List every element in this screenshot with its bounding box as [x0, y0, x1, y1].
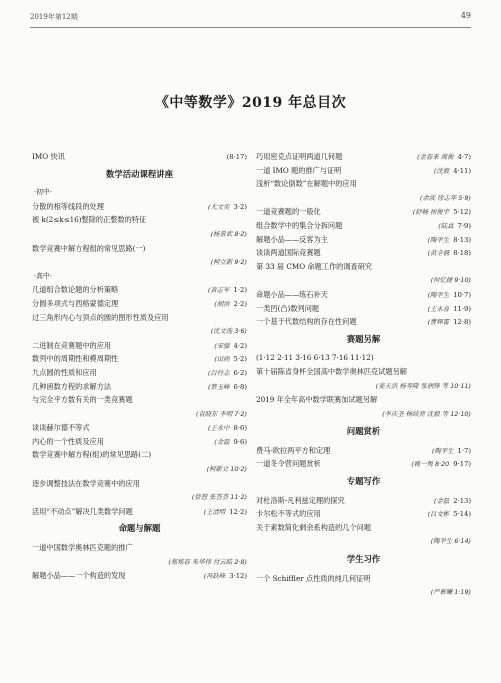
toc-entry-author: (吕伶志: [207, 368, 230, 377]
toc-entry: [32, 150, 247, 164]
toc-entry-page: 5·2): [233, 355, 247, 364]
toc-entry-page: 4·11): [453, 166, 471, 175]
toc-author-line: [32, 227, 247, 242]
toc-author-page: (柯新立 10·2): [206, 465, 247, 474]
toc-entry-title: 组合数学中的集合分拆问题: [256, 220, 343, 230]
toc-entry-title: 费马-欧拉两平方和定理: [256, 445, 331, 455]
toc-entry-author: (陆真: [438, 221, 454, 230]
toc-entry-author: (王清明: [203, 507, 226, 516]
toc-author-line: [32, 490, 247, 505]
toc-entry-meta: [428, 233, 471, 248]
subsection-label: ·初中·: [34, 188, 52, 197]
toc-entry-author: (宋强: [214, 341, 230, 350]
toc-entry: [32, 339, 247, 353]
toc-entry: [256, 260, 471, 274]
toc-entry: [32, 435, 247, 449]
subsection-label: ·高中·: [34, 271, 52, 280]
toc-entry-page: 5·14): [453, 510, 471, 519]
toc-entry-title: 二进制在竞赛题中的应用: [32, 340, 112, 350]
toc-entry-author: (舒畅 侯俊宇: [412, 208, 450, 217]
toc-entry-author: (胡滨: [214, 299, 230, 308]
toc-entry: [256, 393, 471, 407]
toc-entry: [256, 150, 471, 164]
toc-entry-meta: [428, 507, 471, 522]
toc-entry-author: (蔡玉峰: [207, 382, 230, 391]
toc-author-page: (郑郑春 朱华伟 付云皓 2·8): [168, 557, 247, 566]
toc-entry-author: (曹辉雷: [427, 318, 450, 327]
toc-entry-author: (尤文奕: [207, 202, 230, 211]
toc-entry-title: 过三角形内心与顶点的圆的图形性质及应用: [32, 312, 169, 322]
toc-entry-meta: [417, 150, 471, 165]
toc-entry-title: 解题小品——一个构造的发现: [32, 571, 126, 581]
toc-page-list: (1·12 2·11 3·16 6·13 7·16 11·12): [256, 353, 374, 363]
toc-author-line: [256, 191, 471, 206]
toc-entry-author: (吕文彬: [427, 510, 450, 519]
toc-author-page: (曾慧 张荟荟 11·2): [191, 493, 247, 502]
toc-author-line: [32, 407, 247, 422]
toc-entry-meta: [428, 288, 471, 303]
toc-entry-author: (黄志军: [207, 286, 230, 295]
toc-entry-title: 与完全平方数有关的一类竞赛题: [32, 395, 133, 405]
toc-entry-page: 4·2): [233, 341, 247, 350]
toc-entry: [32, 541, 247, 555]
toc-entry-author: (沈毅: [433, 166, 450, 175]
toc-entry-title: 分散的相等线段的处理: [32, 201, 104, 211]
toc-entry-page: 9·17): [453, 460, 471, 469]
toc-entry-meta: [208, 380, 247, 395]
toc-entry: [32, 242, 247, 256]
toc-entry-title: 被 k(2≤k≤16)整除的正整数的特征: [32, 215, 147, 225]
toc-entry-title: 数列中的周期性和模周期性: [32, 354, 119, 364]
toc-entry-page: 2·13): [453, 496, 471, 505]
toc-entry: [32, 569, 247, 583]
toc-entry: [256, 288, 471, 302]
toc-entry-title: 一类凹(凸)数列问题: [256, 303, 320, 313]
toc-entry-title: 2019 年全年高中数学联赛加试题另解: [256, 395, 378, 405]
toc-entry-meta: [413, 205, 471, 220]
toc-entry: [256, 233, 471, 247]
toc-entry-page: 3·2): [233, 202, 247, 211]
toc-entry-meta: [208, 366, 247, 381]
toc-entry: [32, 477, 247, 491]
page-header: [30, 9, 471, 28]
toc-author-page: (袁晓东 李明 7·2): [195, 409, 247, 418]
toc-entry: [32, 505, 247, 519]
toc-entry: [32, 380, 247, 394]
toc-entry-author: (冯跃峰: [203, 572, 226, 581]
toc-entry: [256, 494, 471, 508]
toc-entry-title: 第十届陈省身杯全国高中数学奥林匹克试题另解: [256, 366, 407, 376]
toc-entry: [32, 213, 247, 227]
toc-entry-page: 7·9): [457, 221, 471, 230]
toc-entry-meta: [438, 219, 471, 234]
toc-entry-page: 1·7): [457, 446, 471, 455]
toc-author-page: (沈文选 3·6): [210, 327, 247, 336]
toc-author-page: (何忆捷 9·10): [430, 276, 471, 285]
toc-entry-title: 对杜洛斯-凡利兹定理的探究: [256, 495, 345, 505]
toc-entry: [256, 205, 471, 219]
toc-entry-page: 8·18): [453, 249, 471, 258]
toc-entry-meta: [214, 435, 247, 450]
toc-entry-page: 6·8): [233, 382, 247, 391]
toc-entry: [32, 283, 247, 297]
toc-author-line: [256, 407, 471, 422]
toc-entry-meta: [214, 297, 247, 312]
toc-entry: [32, 311, 247, 325]
toc-entry-author: (王永中: [207, 424, 230, 433]
toc-entry-meta: [223, 150, 247, 165]
toc-entry-title: 内心的一个性质及应用: [32, 436, 104, 446]
toc-entry-meta: [411, 457, 471, 472]
issue-label: 2019年第12期: [30, 13, 78, 21]
toc-entry-page: 1·2): [233, 286, 247, 295]
section-heading: 学生习作: [346, 554, 381, 565]
toc-author-page: (陶平生 6·14): [430, 537, 471, 546]
toc-entry-author: (田尚: [214, 355, 230, 364]
toc-entry: [256, 521, 471, 535]
page-title: 《中等数学》2019 年总目次: [154, 95, 347, 111]
toc-entry: [32, 393, 247, 407]
toc-entry-title: 数学竞赛中解方程(组)的常见思路(二): [32, 450, 152, 460]
toc-author-line: [256, 585, 471, 600]
toc-entry: [256, 164, 471, 178]
toc-entry-author: (陶平生: [427, 290, 450, 299]
toc-entry-title: 第 33 届 CMO 命题工作的调查研究: [256, 261, 373, 271]
section-heading: 专题写作: [346, 476, 381, 487]
toc-entry: [32, 448, 247, 462]
page-number: 49: [460, 11, 471, 20]
toc-author-page: (柯立新 9·2): [210, 258, 247, 267]
toc-entry-author: (金春来 周俊: [417, 153, 454, 161]
toc-entry-meta: [208, 421, 247, 436]
toc-entry-page: 2·2): [233, 299, 247, 308]
toc-entry-author: (陶平生: [427, 235, 450, 244]
toc-entry-meta: [214, 352, 247, 367]
toc-author-line: [32, 462, 247, 477]
toc-entry-meta: [208, 200, 247, 215]
toc-entry-title: 浅析“数论倒数”在解题中的应用: [256, 179, 357, 189]
toc-entry: [32, 421, 247, 435]
toc-entry-page: 11·9): [453, 304, 471, 313]
toc-entry: [256, 457, 471, 471]
toc-entry-page: 8·13): [453, 235, 471, 244]
toc-entry: [256, 315, 471, 329]
toc-author-line: [32, 255, 247, 270]
toc-entry-page: 9·6): [233, 437, 247, 446]
toc-entry: [256, 302, 471, 316]
toc-entry-title: 命题小品——练石补天: [256, 289, 328, 299]
toc-entry: [256, 365, 471, 379]
toc-entry-page: 5·12): [453, 208, 471, 217]
toc-entry-page: 12·2): [229, 507, 247, 516]
toc-entry: [256, 246, 471, 260]
toc-entry-title: 谈谈赫尔德不等式: [32, 423, 90, 433]
toc-author-line: [256, 379, 471, 394]
toc-author-page: (余波 徐志华 5·9): [419, 193, 471, 202]
toc-entry-title: 一个基于代数结构的存在性问题: [256, 317, 357, 327]
section-heading: 赛题另解: [346, 333, 381, 344]
toc-entry-page: 8·6): [233, 424, 247, 433]
toc-entry: [32, 366, 247, 380]
toc-entry-page: 10·7): [453, 290, 471, 299]
section-heading: 问题赏析: [346, 426, 381, 437]
toc-entry-title: 数学竞赛中解方程组的常见思路(一): [32, 243, 146, 253]
toc-entry-title: 逐步调整技法在数学竞赛中的应用: [32, 478, 140, 488]
toc-entry-meta: [434, 164, 471, 179]
toc-entry-title: 一道竞赛题的一般化: [256, 207, 321, 217]
toc-author-page: (严蓄曦 1·19): [430, 588, 471, 597]
toc-entry-meta: [208, 283, 247, 298]
toc-entry-author: (王永喜: [427, 304, 450, 313]
toc-entry: [32, 200, 247, 214]
toc-author-line: [32, 324, 247, 339]
toc-entry-author: (陶平生: [431, 446, 454, 455]
toc-entry-meta: [428, 302, 471, 317]
toc-entry-title: IMO 快讯: [32, 152, 65, 161]
toc-entry-page: 4·7): [457, 153, 471, 161]
toc-entry-meta: [428, 246, 471, 261]
toc-entry-title: 一道 IMO 题的推广与证明: [256, 165, 342, 175]
toc-entry-meta: [204, 569, 247, 584]
toc-entry-title: 九点圆的性质和应用: [32, 367, 97, 377]
toc-entry-author: (金磊: [433, 496, 450, 505]
toc-author-line: [256, 534, 471, 549]
toc-entry-title: 卡尔松不等式的应用: [256, 509, 321, 519]
left-column: [32, 150, 247, 583]
toc-entry-page: (8·17): [226, 153, 247, 161]
toc-entry-title: 一个 Schiffler 点性质的纯几何证明: [256, 573, 371, 583]
toc-entry-meta: [204, 505, 247, 520]
toc-entry: [32, 352, 247, 366]
toc-entry-author: (姚一隽 8·20: [411, 460, 450, 469]
toc-entry-author: (金磊: [214, 437, 230, 446]
toc-author-line: [32, 555, 247, 570]
toc-entry-title: 一道冬令营问题赏析: [256, 459, 321, 469]
toc-entry: [256, 177, 471, 191]
toc-entry-page: 3·12): [229, 572, 247, 581]
toc-author-line: [256, 273, 471, 288]
toc-author-page: (李庆圣 杨续亮 沈毅 等 12·10): [382, 409, 471, 418]
toc-entry-meta: [434, 494, 471, 509]
toc-entry-title: 谈谈两道国际竞赛题: [256, 248, 321, 258]
toc-entry-meta: [214, 339, 247, 354]
toc-entry-title: 几种函数方程的求解方法: [32, 381, 112, 391]
right-column: [256, 150, 471, 600]
toc-entry: [256, 507, 471, 521]
toc-entry: [256, 572, 471, 586]
toc-entry-title: 解题小品——反客为主: [256, 234, 328, 244]
toc-entry-title: 巧用密克点证明两道几何题: [256, 152, 343, 161]
section-heading: 命题与解题: [118, 523, 161, 534]
toc-entry-title: 一道中国数学奥林匹克题的推广: [32, 543, 133, 553]
toc-entry-title: 活用“不动点”解决几类数学问题: [32, 506, 133, 516]
toc-entry-meta: [428, 315, 471, 330]
toc-author-page: (姜天浩 杨寿隆 张润锋 等 10·11): [375, 381, 471, 390]
section-heading: 数学活动课程讲座: [106, 168, 173, 179]
toc-author-page: (杨景武 8·2): [210, 229, 247, 238]
toc-entry-title: 关于素数简化剩余系构造的几个问题: [256, 522, 372, 532]
toc-entry: [256, 219, 471, 233]
toc-entry-title: 几道组合数论题的分析策略: [32, 285, 119, 295]
toc-entry-page: 6·2): [233, 368, 247, 377]
toc-entry-page: 12·8): [453, 318, 471, 327]
toc-entry-author: (黄全福: [427, 249, 450, 258]
toc-entry-meta: [432, 444, 471, 459]
toc-entry: [256, 444, 471, 458]
toc-entry: [32, 297, 247, 311]
toc-entry-title: 分圆多项式与西格蒙德定理: [32, 298, 119, 308]
